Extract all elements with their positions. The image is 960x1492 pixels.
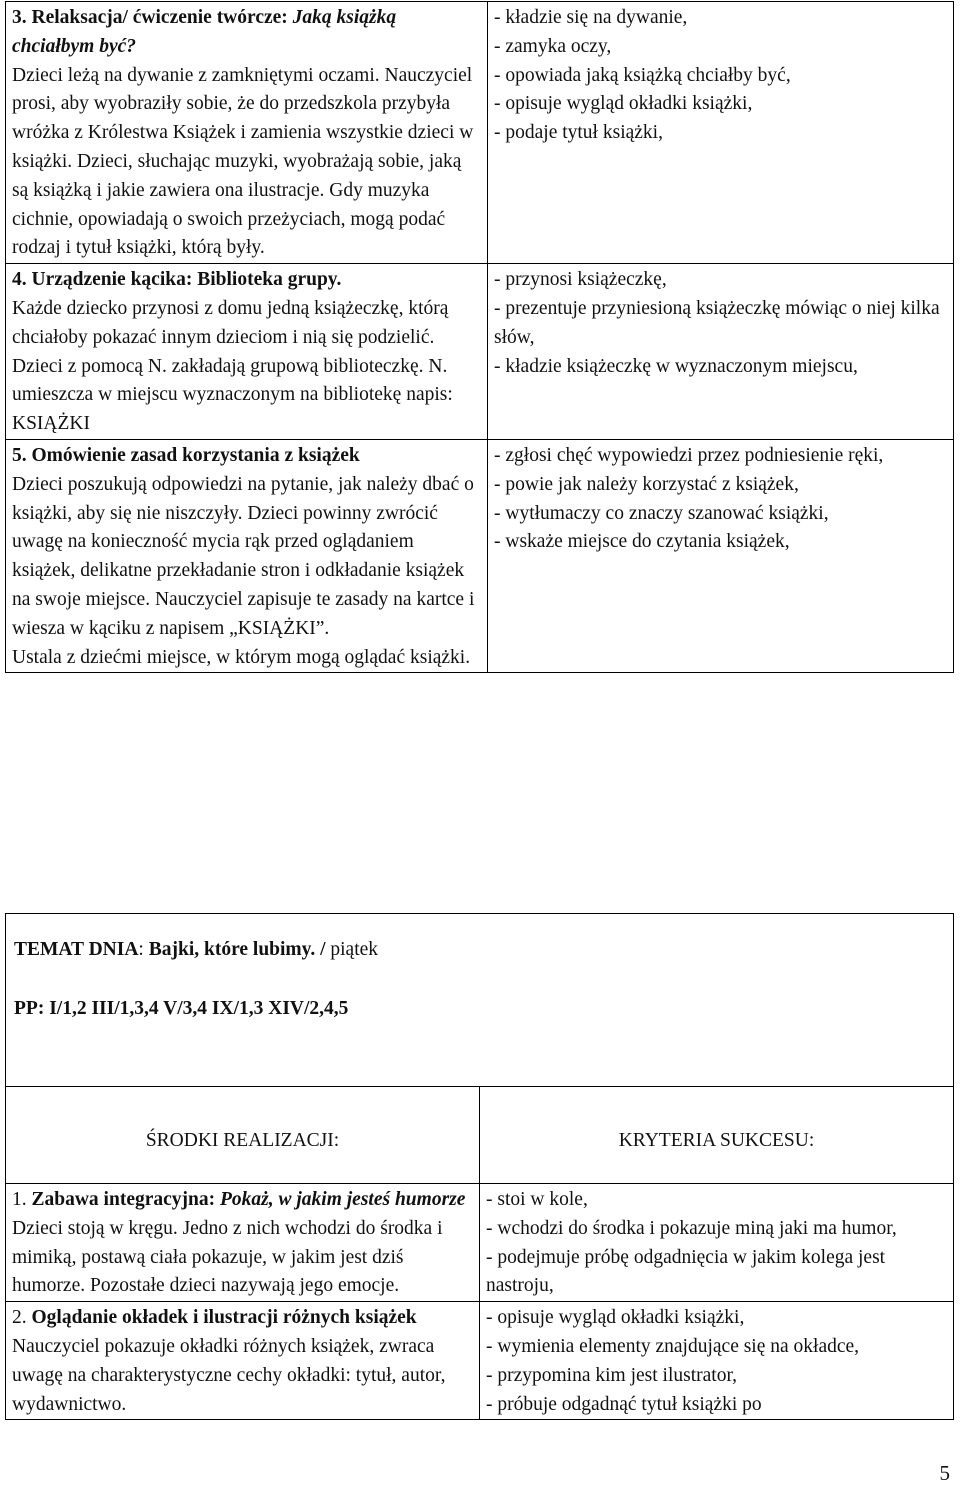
topic-colon: : bbox=[138, 939, 149, 960]
activity-title-italic: Jaką książką chciałbym być? bbox=[12, 7, 397, 57]
activity-title-italic: Pokaż, w jakim jesteś humorze bbox=[220, 1189, 466, 1210]
criteria-cell bbox=[488, 439, 954, 672]
activity-number: 1. bbox=[12, 1189, 32, 1210]
criteria-item: - wytłumaczy co znaczy szanować książki, bbox=[494, 502, 829, 524]
page-number: 5 bbox=[939, 1461, 950, 1486]
criteria-item: - stoi w kole, bbox=[486, 1189, 588, 1210]
activity-number: 3. bbox=[12, 7, 32, 28]
criteria-item: - przypomina kim jest ilustrator, bbox=[486, 1364, 738, 1386]
column-header-means: ŚRODKI REALIZACJI: bbox=[6, 1087, 480, 1184]
day-topic bbox=[14, 936, 947, 965]
activity-description: Nauczyciel pokazuje okładki różnych książek, zwraca uwagę na charakterystyczne cechy okładki: tytuł, autor, wydawnictwo. bbox=[12, 1335, 446, 1415]
criteria-item: - wchodzi do środka i pokazuje miną jaki ma humor, bbox=[486, 1217, 897, 1239]
criteria-cell bbox=[488, 264, 954, 440]
criteria-cell bbox=[480, 1184, 954, 1302]
criteria-item: - wskaże miejsce do czytania książek, bbox=[494, 531, 790, 553]
activity-number: 2. bbox=[12, 1307, 32, 1329]
column-header-criteria: KRYTERIA SUKCESU: bbox=[480, 1087, 954, 1184]
criteria-item: - podaje tytuł książki, bbox=[494, 122, 663, 144]
table-row bbox=[6, 264, 954, 440]
topic-label: TEMAT DNIA bbox=[14, 939, 139, 960]
criteria-cell bbox=[480, 1302, 954, 1420]
activity-title: Omówienie zasad korzystania z książek bbox=[31, 444, 360, 466]
criteria-item: - opowiada jaką książką chciałby być, bbox=[494, 64, 791, 86]
activity-number: 5. bbox=[12, 444, 32, 466]
criteria-item: - kładzie książeczkę w wyznaczonym miejscu, bbox=[494, 355, 858, 377]
criteria-item: - kładzie się na dywanie, bbox=[494, 7, 688, 28]
activities-table-top bbox=[5, 1, 954, 673]
criteria-item: - opisuje wygląd okładki książki, bbox=[486, 1307, 745, 1329]
curriculum-codes: PP: I/1,2 III/1,3,4 V/3,4 IX/1,3 XIV/2,4,5 bbox=[14, 997, 349, 1019]
activity-cell bbox=[6, 2, 488, 264]
criteria-item: - przynosi książeczkę, bbox=[494, 269, 667, 291]
criteria-item: - zamyka oczy, bbox=[494, 35, 612, 57]
criteria-item: - powie jak należy korzystać z książek, bbox=[494, 473, 799, 495]
table-row bbox=[6, 1302, 954, 1420]
activity-description: Dzieci poszukują odpowiedzi na pytanie, jak należy dbać o książki, aby się nie niszczyły. Dzieci powinny zwrócić uwagę na konieczność mycia rąk przed oglądaniem książek, delikatne przekładanie stron i odkładanie książek na swoje miejsce. Nauczyciel zapisuje te zasady na kartce i wiesza w kąciku z napisem „KSIĄŻKI”. bbox=[12, 473, 475, 639]
activity-title: Zabawa integracyjna: bbox=[31, 1189, 220, 1210]
activity-cell bbox=[6, 439, 488, 672]
activity-cell bbox=[6, 264, 488, 440]
activity-description: Dzieci leżą na dywanie z zamkniętymi oczami. Nauczyciel prosi, aby wyobraziły sobie, że do przedszkola przybyła wróżka z Królestwa Książek i zamienia wszystkie dzieci w książki. Dzieci, słuchając muzyki, wyobrażają sobie, jaką są książką i jakie zawiera ona ilustracje. Gdy muzyka cichnie, opowiadają o swoich przeżyciach, mogą podać rodzaj i tytuł książki, którą były. bbox=[12, 64, 474, 259]
table-row bbox=[6, 1184, 954, 1302]
activity-title: Urządzenie kącika: Biblioteka grupy. bbox=[31, 269, 342, 291]
activity-number: 4. bbox=[12, 269, 32, 291]
topic-row bbox=[6, 914, 954, 1087]
activity-title: Relaksacja/ ćwiczenie twórcze: bbox=[31, 7, 293, 28]
criteria-item: - próbuje odgadnąć tytuł książki po bbox=[486, 1393, 762, 1415]
table-row bbox=[6, 2, 954, 264]
criteria-item: - opisuje wygląd okładki książki, bbox=[494, 93, 753, 115]
activity-description: Każde dziecko przynosi z domu jedną książeczkę, którą chciałoby pokazać innym dzieciom i nią się podzielić. Dzieci z pomocą N. zakładają grupową biblioteczkę. N. umieszcza w miejscu wyznaczonym na bibliotekę napis: KSIĄŻKI bbox=[12, 297, 453, 435]
criteria-cell bbox=[488, 2, 954, 264]
criteria-item: - prezentuje przyniesioną książeczkę mówiąc o niej kilka słów, bbox=[494, 297, 940, 348]
activities-table-bottom bbox=[5, 913, 954, 1420]
topic-day: piątek bbox=[325, 939, 379, 960]
table-row bbox=[6, 439, 954, 672]
topic-cell bbox=[6, 914, 954, 1087]
activity-description: Dzieci stoją w kręgu. Jedno z nich wchodzi do środka i mimiką, postawą ciała pokazuje, w jakim jest dziś humorze. Pozostałe dzieci nazywają jego emocje. bbox=[12, 1217, 443, 1297]
activity-description-extra: Ustala z dziećmi miejsce, w którym mogą oglądać książki. bbox=[12, 646, 471, 668]
activity-cell bbox=[6, 1302, 480, 1420]
criteria-item: - zgłosi chęć wypowiedzi przez podniesienie ręki, bbox=[494, 444, 884, 466]
activity-title: Oglądanie okładek i ilustracji różnych książek bbox=[31, 1307, 417, 1329]
topic-value: Bajki, które lubimy. / bbox=[148, 939, 326, 960]
criteria-item: - wymienia elementy znajdujące się na okładce, bbox=[486, 1335, 860, 1357]
criteria-item: - podejmuje próbę odgadnięcia w jakim kolega jest nastroju, bbox=[486, 1246, 886, 1297]
header-row bbox=[6, 1087, 954, 1184]
activity-cell bbox=[6, 1184, 480, 1302]
